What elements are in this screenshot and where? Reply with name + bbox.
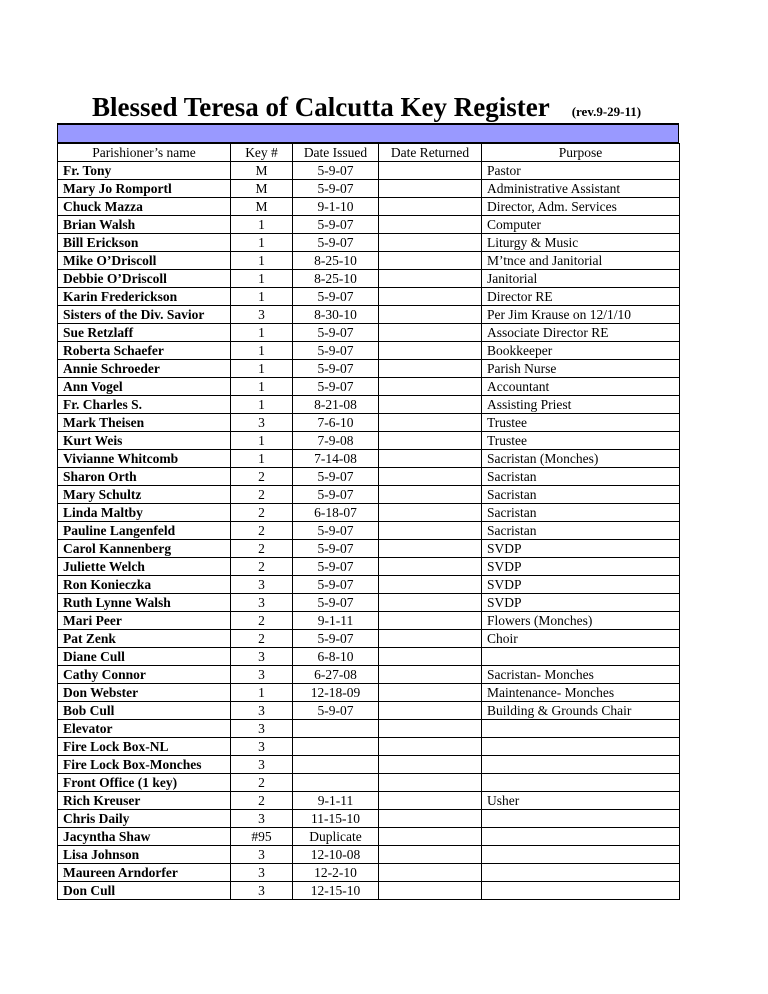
cell-name: Fire Lock Box-Monches <box>58 756 231 774</box>
table-row <box>58 720 680 738</box>
table-row <box>58 864 680 882</box>
cell-name: Pat Zenk <box>58 630 231 648</box>
cell-key: 2 <box>231 504 293 522</box>
cell-key: 3 <box>231 576 293 594</box>
table-row <box>58 774 680 792</box>
table-row <box>58 450 680 468</box>
cell-date-returned <box>379 702 482 720</box>
cell-key: 2 <box>231 774 293 792</box>
cell-name: Diane Cull <box>58 648 231 666</box>
cell-key: 3 <box>231 756 293 774</box>
cell-purpose: Flowers (Monches) <box>482 612 680 630</box>
cell-date-issued: 9-1-11 <box>293 792 379 810</box>
cell-date-issued <box>293 774 379 792</box>
cell-date-returned <box>379 738 482 756</box>
cell-purpose: Sacristan- Monches <box>482 666 680 684</box>
cell-date-issued: 6-18-07 <box>293 504 379 522</box>
header-row <box>58 144 680 162</box>
cell-name: Debbie O’Driscoll <box>58 270 231 288</box>
cell-date-issued: 6-8-10 <box>293 648 379 666</box>
cell-name: Mari Peer <box>58 612 231 630</box>
cell-date-issued: 11-15-10 <box>293 810 379 828</box>
table-row <box>58 648 680 666</box>
cell-key: 3 <box>231 738 293 756</box>
cell-date-issued: 5-9-07 <box>293 558 379 576</box>
cell-date-returned <box>379 396 482 414</box>
cell-key: M <box>231 198 293 216</box>
cell-date-returned <box>379 432 482 450</box>
cell-name: Sisters of the Div. Savior <box>58 306 231 324</box>
cell-date-issued: 5-9-07 <box>293 486 379 504</box>
cell-key: 1 <box>231 234 293 252</box>
cell-name: Ann Vogel <box>58 378 231 396</box>
cell-date-issued: 12-2-10 <box>293 864 379 882</box>
cell-date-issued: 5-9-07 <box>293 378 379 396</box>
cell-name: Roberta Schaefer <box>58 342 231 360</box>
cell-date-returned <box>379 234 482 252</box>
cell-purpose: Sacristan <box>482 504 680 522</box>
cell-name: Maureen Arndorfer <box>58 864 231 882</box>
cell-date-returned <box>379 180 482 198</box>
cell-date-returned <box>379 594 482 612</box>
cell-key: 1 <box>231 270 293 288</box>
cell-name: Rich Kreuser <box>58 792 231 810</box>
table-row <box>58 216 680 234</box>
cell-date-issued <box>293 756 379 774</box>
cell-purpose: Maintenance- Monches <box>482 684 680 702</box>
table-row <box>58 810 680 828</box>
cell-date-issued: 5-9-07 <box>293 702 379 720</box>
cell-date-issued: 5-9-07 <box>293 342 379 360</box>
cell-date-returned <box>379 756 482 774</box>
cell-key: 1 <box>231 396 293 414</box>
cell-name: Vivianne Whitcomb <box>58 450 231 468</box>
cell-date-returned <box>379 450 482 468</box>
table-row <box>58 486 680 504</box>
column-header-name: Parishioner’s name <box>58 144 231 162</box>
cell-date-issued: 5-9-07 <box>293 594 379 612</box>
cell-name: Don Cull <box>58 882 231 900</box>
cell-purpose: SVDP <box>482 540 680 558</box>
cell-date-issued: 5-9-07 <box>293 216 379 234</box>
cell-key: 1 <box>231 360 293 378</box>
cell-date-returned <box>379 216 482 234</box>
table-row <box>58 738 680 756</box>
cell-key: M <box>231 180 293 198</box>
table-row <box>58 702 680 720</box>
cell-date-issued <box>293 738 379 756</box>
cell-purpose: Trustee <box>482 432 680 450</box>
cell-purpose: Sacristan <box>482 522 680 540</box>
cell-date-returned <box>379 342 482 360</box>
cell-date-issued: 7-6-10 <box>293 414 379 432</box>
cell-date-issued: 5-9-07 <box>293 288 379 306</box>
cell-name: Don Webster <box>58 684 231 702</box>
cell-key: 1 <box>231 378 293 396</box>
cell-purpose: M’tnce and Janitorial <box>482 252 680 270</box>
cell-date-issued: 12-18-09 <box>293 684 379 702</box>
cell-name: Brian Walsh <box>58 216 231 234</box>
cell-name: Cathy Connor <box>58 666 231 684</box>
table-row <box>58 198 680 216</box>
cell-name: Elevator <box>58 720 231 738</box>
cell-purpose: Accountant <box>482 378 680 396</box>
cell-purpose: Computer <box>482 216 680 234</box>
cell-name: Lisa Johnson <box>58 846 231 864</box>
cell-date-returned <box>379 486 482 504</box>
document-title <box>92 92 641 123</box>
cell-date-returned <box>379 522 482 540</box>
cell-key: 1 <box>231 450 293 468</box>
cell-date-returned <box>379 198 482 216</box>
cell-purpose: Usher <box>482 792 680 810</box>
cell-date-returned <box>379 540 482 558</box>
cell-date-issued: 8-25-10 <box>293 270 379 288</box>
cell-key: 3 <box>231 414 293 432</box>
cell-date-issued: 8-25-10 <box>293 252 379 270</box>
cell-purpose: Pastor <box>482 162 680 180</box>
cell-key: 1 <box>231 252 293 270</box>
cell-date-returned <box>379 558 482 576</box>
cell-date-returned <box>379 504 482 522</box>
cell-purpose: Trustee <box>482 414 680 432</box>
cell-date-returned <box>379 270 482 288</box>
cell-name: Chuck Mazza <box>58 198 231 216</box>
table-row <box>58 306 680 324</box>
cell-purpose <box>482 828 680 846</box>
cell-purpose: Director, Adm. Services <box>482 198 680 216</box>
cell-date-returned <box>379 666 482 684</box>
cell-purpose: Assisting Priest <box>482 396 680 414</box>
cell-date-returned <box>379 810 482 828</box>
cell-date-returned <box>379 414 482 432</box>
table-row <box>58 288 680 306</box>
cell-name: Ruth Lynne Walsh <box>58 594 231 612</box>
cell-date-returned <box>379 828 482 846</box>
cell-date-issued <box>293 720 379 738</box>
cell-purpose <box>482 738 680 756</box>
table-row <box>58 234 680 252</box>
cell-purpose <box>482 846 680 864</box>
table-row <box>58 360 680 378</box>
revision-label: (rev.9-29-11) <box>571 104 642 119</box>
cell-purpose <box>482 756 680 774</box>
cell-key: 3 <box>231 666 293 684</box>
table-row <box>58 432 680 450</box>
cell-date-issued: 12-10-08 <box>293 846 379 864</box>
cell-date-issued: 5-9-07 <box>293 162 379 180</box>
table-row <box>58 504 680 522</box>
cell-purpose <box>482 774 680 792</box>
cell-date-issued: 5-9-07 <box>293 576 379 594</box>
cell-name: Carol Kannenberg <box>58 540 231 558</box>
cell-key: 3 <box>231 846 293 864</box>
cell-name: Karin Frederickson <box>58 288 231 306</box>
cell-date-issued: 8-21-08 <box>293 396 379 414</box>
table-row <box>58 378 680 396</box>
cell-date-returned <box>379 882 482 900</box>
cell-date-returned <box>379 252 482 270</box>
cell-name: Linda Maltby <box>58 504 231 522</box>
cell-purpose: Administrative Assistant <box>482 180 680 198</box>
cell-date-issued: 5-9-07 <box>293 324 379 342</box>
cell-purpose <box>482 864 680 882</box>
cell-purpose: SVDP <box>482 594 680 612</box>
cell-key: 3 <box>231 306 293 324</box>
table-row <box>58 684 680 702</box>
cell-key: 2 <box>231 630 293 648</box>
cell-name: Sue Retzlaff <box>58 324 231 342</box>
cell-date-returned <box>379 324 482 342</box>
cell-key: 1 <box>231 432 293 450</box>
cell-key: 1 <box>231 216 293 234</box>
cell-date-issued: 5-9-07 <box>293 468 379 486</box>
cell-key: 1 <box>231 324 293 342</box>
table-row <box>58 270 680 288</box>
column-header-purpose: Purpose <box>482 144 680 162</box>
cell-key: 1 <box>231 288 293 306</box>
cell-date-issued: 7-9-08 <box>293 432 379 450</box>
cell-purpose: Janitorial <box>482 270 680 288</box>
cell-name: Mike O’Driscoll <box>58 252 231 270</box>
cell-purpose: Building & Grounds Chair <box>482 702 680 720</box>
cell-purpose: Liturgy & Music <box>482 234 680 252</box>
cell-key: 3 <box>231 648 293 666</box>
column-header-date-issued: Date Issued <box>293 144 379 162</box>
cell-date-returned <box>379 378 482 396</box>
cell-date-issued: 7-14-08 <box>293 450 379 468</box>
cell-date-issued: 5-9-07 <box>293 234 379 252</box>
cell-key: 3 <box>231 594 293 612</box>
table-row <box>58 540 680 558</box>
cell-purpose: Bookkeeper <box>482 342 680 360</box>
cell-name: Mark Theisen <box>58 414 231 432</box>
title-text: Blessed Teresa of Calcutta Key Register <box>92 92 550 122</box>
cell-key: 3 <box>231 864 293 882</box>
cell-name: Chris Daily <box>58 810 231 828</box>
column-header-date-returned: Date Returned <box>379 144 482 162</box>
cell-date-issued: 5-9-07 <box>293 180 379 198</box>
cell-key: 1 <box>231 684 293 702</box>
cell-date-returned <box>379 846 482 864</box>
cell-key: 1 <box>231 342 293 360</box>
cell-key: 2 <box>231 612 293 630</box>
header-band <box>57 123 679 143</box>
cell-purpose <box>482 882 680 900</box>
cell-key: 3 <box>231 882 293 900</box>
table-row <box>58 324 680 342</box>
cell-purpose: Director RE <box>482 288 680 306</box>
cell-purpose <box>482 720 680 738</box>
table-row <box>58 558 680 576</box>
cell-name: Mary Jo Romportl <box>58 180 231 198</box>
table-row <box>58 468 680 486</box>
cell-date-issued: 12-15-10 <box>293 882 379 900</box>
cell-purpose: Sacristan <box>482 486 680 504</box>
cell-name: Fire Lock Box-NL <box>58 738 231 756</box>
cell-name: Pauline Langenfeld <box>58 522 231 540</box>
cell-name: Fr. Tony <box>58 162 231 180</box>
cell-date-returned <box>379 864 482 882</box>
cell-name: Sharon Orth <box>58 468 231 486</box>
table-row <box>58 522 680 540</box>
cell-key: 3 <box>231 720 293 738</box>
cell-purpose: Parish Nurse <box>482 360 680 378</box>
cell-date-issued: 5-9-07 <box>293 540 379 558</box>
cell-date-issued: 9-1-11 <box>293 612 379 630</box>
cell-purpose <box>482 810 680 828</box>
cell-name: Jacyntha Shaw <box>58 828 231 846</box>
cell-date-returned <box>379 792 482 810</box>
cell-date-returned <box>379 774 482 792</box>
table-row <box>58 342 680 360</box>
table-row <box>58 162 680 180</box>
cell-key: 2 <box>231 468 293 486</box>
cell-name: Bob Cull <box>58 702 231 720</box>
table-row <box>58 594 680 612</box>
table-row <box>58 414 680 432</box>
table-row <box>58 882 680 900</box>
cell-date-returned <box>379 288 482 306</box>
table-row <box>58 846 680 864</box>
cell-purpose: Choir <box>482 630 680 648</box>
cell-key: 2 <box>231 486 293 504</box>
cell-key: 3 <box>231 810 293 828</box>
table-row <box>58 396 680 414</box>
cell-name: Front Office (1 key) <box>58 774 231 792</box>
table-row <box>58 630 680 648</box>
cell-purpose: SVDP <box>482 576 680 594</box>
cell-date-returned <box>379 306 482 324</box>
cell-name: Annie Schroeder <box>58 360 231 378</box>
cell-date-issued: 5-9-07 <box>293 360 379 378</box>
cell-date-returned <box>379 360 482 378</box>
cell-date-issued: 9-1-10 <box>293 198 379 216</box>
cell-purpose: Associate Director RE <box>482 324 680 342</box>
cell-date-returned <box>379 468 482 486</box>
table-row <box>58 828 680 846</box>
cell-purpose: Per Jim Krause on 12/1/10 <box>482 306 680 324</box>
cell-key: 3 <box>231 702 293 720</box>
cell-date-issued: 5-9-07 <box>293 522 379 540</box>
cell-key: 2 <box>231 792 293 810</box>
cell-name: Fr. Charles S. <box>58 396 231 414</box>
cell-name: Mary Schultz <box>58 486 231 504</box>
table-row <box>58 612 680 630</box>
cell-key: 2 <box>231 540 293 558</box>
table-row <box>58 756 680 774</box>
cell-purpose: Sacristan (Monches) <box>482 450 680 468</box>
table-row <box>58 252 680 270</box>
cell-key: 2 <box>231 522 293 540</box>
table-row <box>58 180 680 198</box>
cell-date-returned <box>379 630 482 648</box>
cell-date-issued: 5-9-07 <box>293 630 379 648</box>
cell-date-returned <box>379 648 482 666</box>
cell-name: Ron Konieczka <box>58 576 231 594</box>
cell-purpose: SVDP <box>482 558 680 576</box>
cell-date-returned <box>379 612 482 630</box>
cell-key: 2 <box>231 558 293 576</box>
table-row <box>58 792 680 810</box>
cell-name: Kurt Weis <box>58 432 231 450</box>
cell-date-issued: Duplicate <box>293 828 379 846</box>
table-row <box>58 666 680 684</box>
table-row <box>58 576 680 594</box>
cell-purpose: Sacristan <box>482 468 680 486</box>
cell-date-issued: 8-30-10 <box>293 306 379 324</box>
cell-purpose <box>482 648 680 666</box>
cell-date-returned <box>379 684 482 702</box>
cell-name: Juliette Welch <box>58 558 231 576</box>
column-header-key: Key # <box>231 144 293 162</box>
cell-date-returned <box>379 576 482 594</box>
cell-key: #95 <box>231 828 293 846</box>
key-register-table <box>57 143 680 900</box>
cell-date-issued: 6-27-08 <box>293 666 379 684</box>
cell-date-returned <box>379 162 482 180</box>
cell-key: M <box>231 162 293 180</box>
cell-date-returned <box>379 720 482 738</box>
cell-name: Bill Erickson <box>58 234 231 252</box>
